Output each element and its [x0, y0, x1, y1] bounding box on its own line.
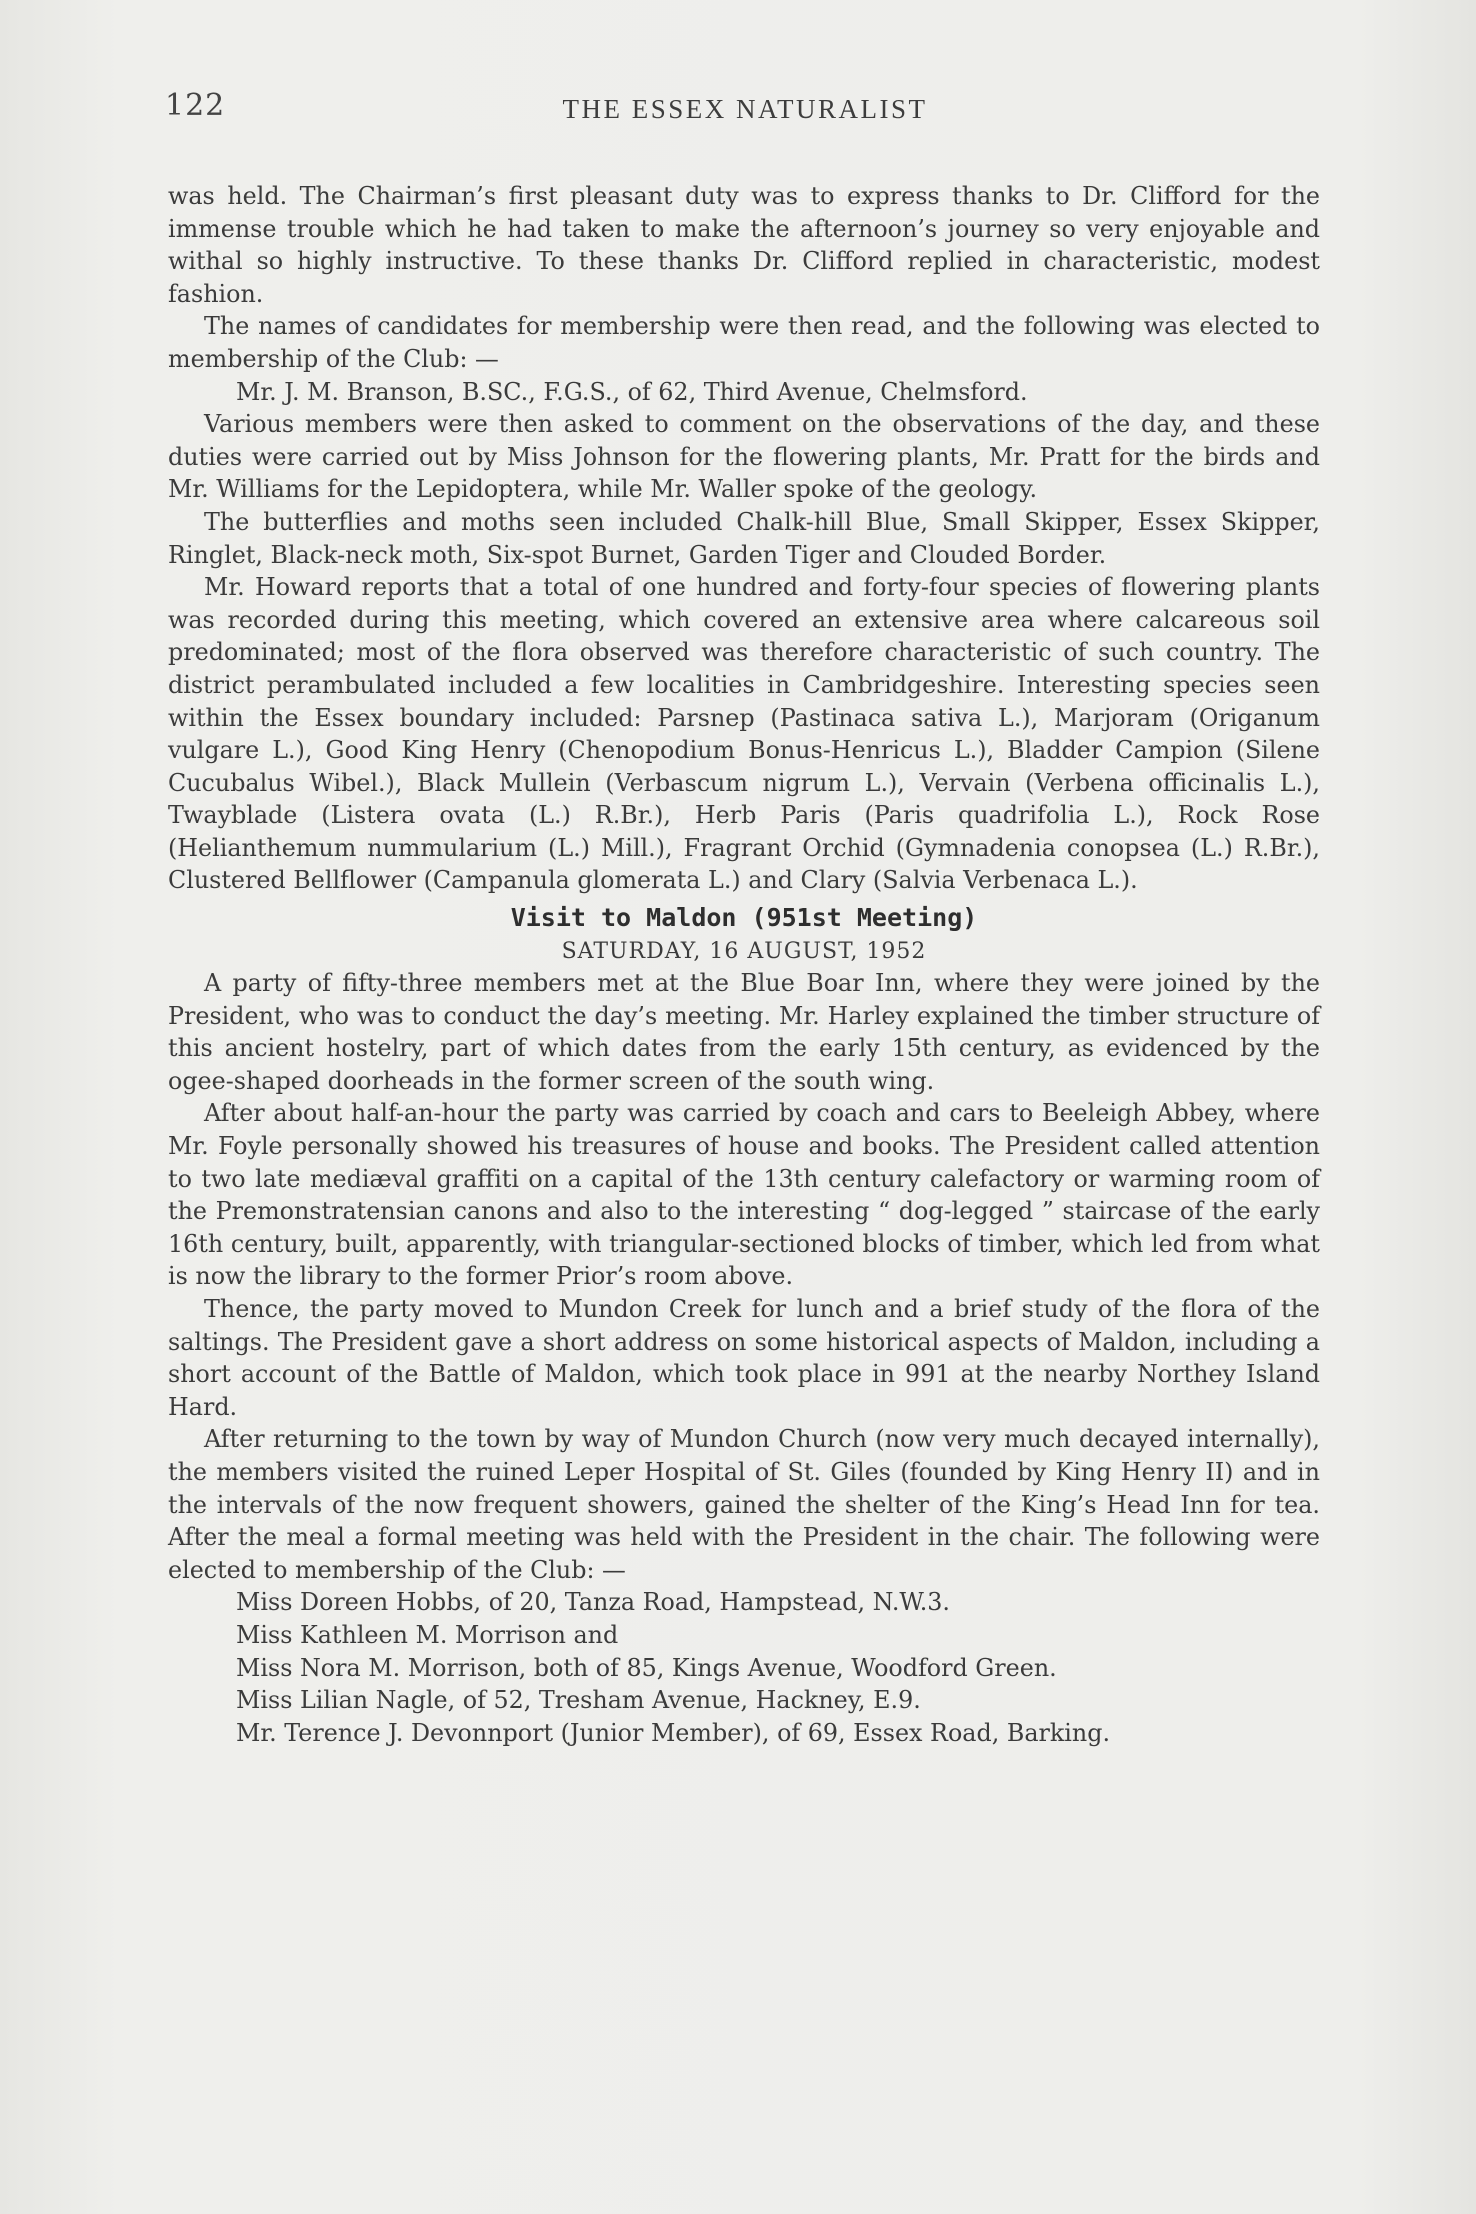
member-entry: Miss Lilian Nagle, of 52, Tresham Avenue, Hackney, E.9. — [236, 1686, 921, 1715]
paragraph: After returning to the town by way of Mundon Church (now very much decayed internally), the members visited the ruined Leper Hospital of St. Giles (founded by King Henry II) and in the intervals of the now frequent showers, gained the shelter of the King’s Head Inn for tea. After the meal a formal meeting was held with the President in the chair. The following were elected to membership of the Club: — — [168, 1425, 1320, 1584]
paragraph: Various members were then asked to comment on the observations of the day, and these duties were carried out by Miss Johnson for the flowering plants, Mr. Pratt for the birds and Mr. Williams for the Lepidoptera, while Mr. Waller spoke of the geology. — [168, 410, 1320, 504]
meeting-date: SATURDAY, 16 AUGUST, 1952 — [561, 939, 927, 965]
paragraph: Mr. Howard reports that a total of one hundred and forty-four species of flowering plants was recorded during this meeting, which covered an extensive area where calcareous soil predominated; most of the flora observed was therefore characteristic of such country. The district perambulated included a few localities in Cambridgeshire. Interesting species seen within the Essex boundary included: Parsnep (Pastinaca sativa L.), Marjoram (Origanum vulgare L.), Good King Henry (Chenopodium Bonus-Henricus L.), Bladder Campion (Silene Cucubalus Wibel.), Black Mullein (Verbascum nigrum L.), Vervain (Verbena officinalis L.), Twayblade (Listera ovata (L.) R.Br.), Herb Paris (Paris quadrifolia L.), Rock Rose (Helianthemum nummularium (L.) Mill.), Fragrant Orchid (Gymnadenia conopsea (L.) R.Br.), Clustered Bellflower (Campanula glomerata L.) and Clary (Salvia Verbenaca L.). — [168, 573, 1320, 895]
section-heading: Visit to Maldon (951st Meeting) — [510, 903, 978, 933]
paragraph: The names of candidates for membership were then read, and the following was elected to membership of the Club: — — [168, 312, 1320, 373]
paragraph: After about half-an-hour the party was carried by coach and cars to Beeleigh Abbey, where Mr. Foyle personally showed his treasures of house and books. The President called attention to two late mediæval graffiti on a capital of the 13th century calefactory or warming room of the Premonstratensian canons and also to the interesting “ dog-legged ” staircase of the early 16th century, built, apparently, with triangular-sectioned blocks of timber, which led from what is now the library to the former Prior’s room above. — [168, 1099, 1320, 1291]
page-header — [165, 88, 1325, 138]
member-entry: Mr. J. M. Branson, B.SC., F.G.S., of 62, Third Avenue, Chelmsford. — [236, 377, 1028, 406]
paragraph: A party of fifty-three members met at the Blue Boar Inn, where they were joined by the President, who was to conduct the day’s meeting. Mr. Harley explained the timber structure of this ancient hostelry, part of which dates from the early 15th century, as evidenced by the ogee-shaped doorheads in the former screen of the south wing. — [168, 969, 1320, 1095]
paragraph: Thence, the party moved to Mundon Creek for lunch and a brief study of the flora of the saltings. The President gave a short address on some historical aspects of Maldon, including a short account of the Battle of Maldon, which took place in 991 at the nearby Northey Island Hard. — [168, 1295, 1320, 1421]
running-head: THE ESSEX NATURALIST — [562, 94, 928, 124]
paragraph: The butterflies and moths seen included Chalk-hill Blue, Small Skipper, Essex Skipper, Ringlet, Black-neck moth, Six-spot Burnet, Garden Tiger and Clouded Border. — [168, 507, 1320, 569]
page-number: 122 — [165, 88, 226, 123]
member-entry: Miss Kathleen M. Morrison and — [236, 1620, 619, 1649]
member-entry: Miss Nora M. Morrison, both of 85, Kings Avenue, Woodford Green. — [236, 1653, 1057, 1682]
paragraph: was held. The Chairman’s first pleasant duty was to express thanks to Dr. Clifford for the immense trouble which he had taken to make the afternoon’s journey so very enjoyable and withal so highly instructive. To these thanks Dr. Clifford replied in characteristic, modest fashion. — [168, 182, 1320, 308]
member-entry: Mr. Terence J. Devonnport (Junior Member), of 69, Essex Road, Barking. — [236, 1718, 1111, 1747]
body-text — [168, 180, 1320, 1749]
member-entry: Miss Doreen Hobbs, of 20, Tanza Road, Hampstead, N.W.3. — [236, 1588, 950, 1617]
